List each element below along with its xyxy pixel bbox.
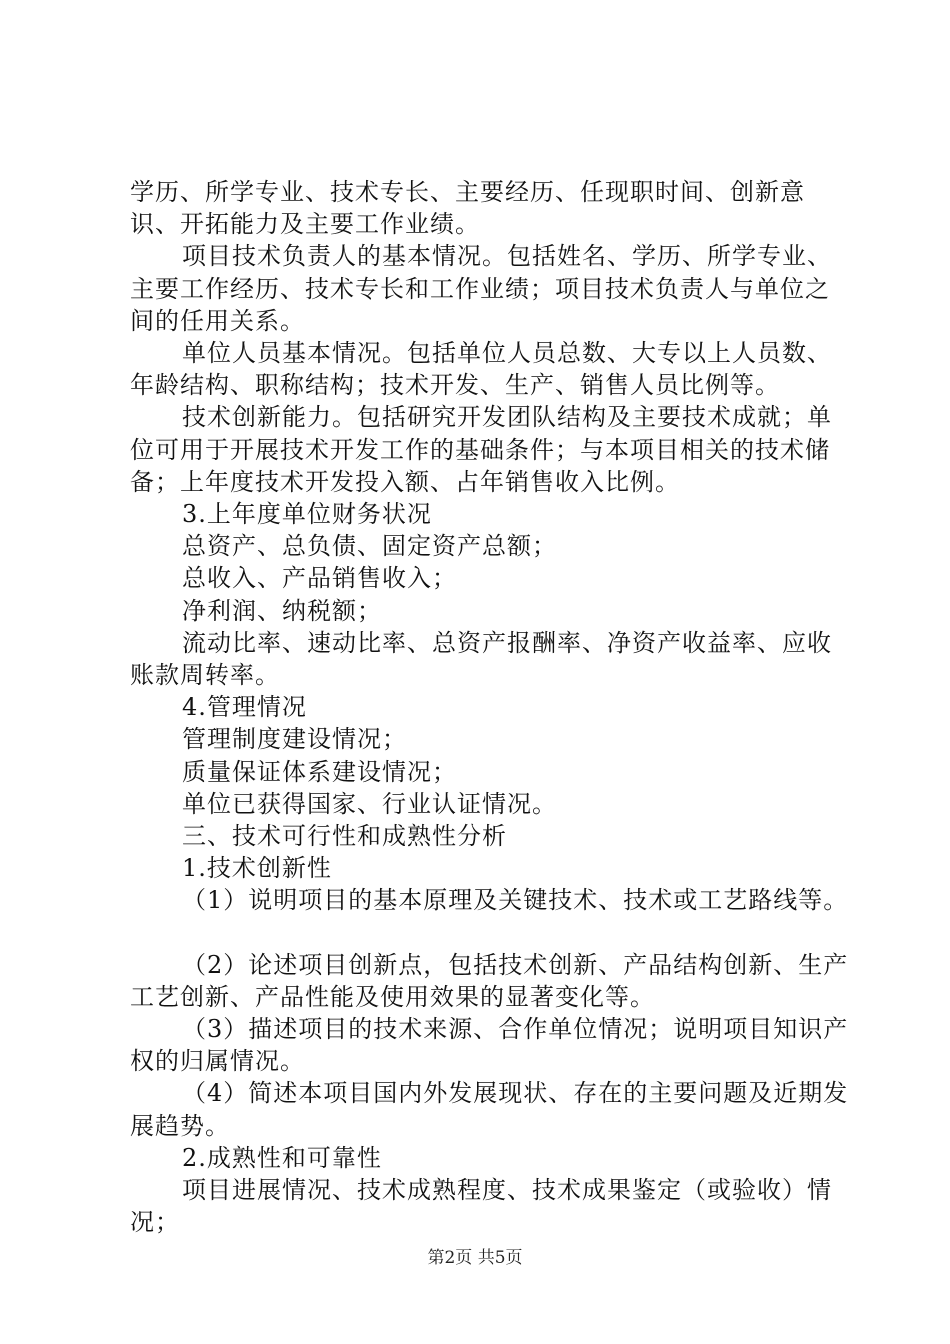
page-number-footer: 第2页 共5页 (427, 1248, 523, 1268)
heading-maturity: 2.成熟性和可靠性 (182, 1143, 382, 1172)
paragraph-tech-leader: 项目技术负责人的基本情况。包括姓名、学历、所学专业、主要工作经历、技术专长和工作业绩；项目技术负责人与单位之间的任用关系。 (130, 242, 832, 335)
paragraph-quality-system: 质量保证体系建设情况； (182, 757, 457, 786)
heading-section-three: 三、技术可行性和成熟性分析 (182, 822, 507, 851)
paragraph-ratios: 流动比率、速动比率、总资产报酬率、净资产收益率、应收账款周转率。 (130, 628, 832, 690)
paragraph-item-2: （2）论述项目创新点，包括技术创新、产品结构创新、生产工艺创新、产品性能及使用效果的显著变化等。 (130, 950, 849, 1011)
paragraph-item-4: （4）简述本项目国内外发展现状、存在的主要问题及近期发展趋势。 (130, 1079, 849, 1140)
heading-tech-innovation: 1.技术创新性 (182, 854, 332, 883)
paragraph-progress: 项目进展情况、技术成熟程度、技术成果鉴定（或验收）情况； (130, 1176, 832, 1237)
paragraph-item-1: （1）说明项目的基本原理及关键技术、技术或工艺路线等。 (182, 886, 849, 915)
document-body (130, 176, 850, 1239)
paragraph-innovation-ability: 技术创新能力。包括研究开发团队结构及主要技术成就；单位可用于开展技术开发工作的基础条件；与本项目相关的技术储备；上年度技术开发投入额、占年销售收入比例。 (130, 403, 832, 496)
paragraph-profit: 净利润、纳税额； (182, 596, 382, 625)
paragraph-management-system: 管理制度建设情况； (182, 725, 407, 754)
blank-line (130, 917, 850, 949)
paragraph-staff-info: 单位人员基本情况。包括单位人员总数、大专以上人员数、年龄结构、职称结构；技术开发、生产、销售人员比例等。 (130, 339, 832, 400)
paragraph-continuation: 学历、所学专业、技术专长、主要经历、任现职时间、创新意识、开拓能力及主要工作业绩。 (130, 178, 805, 239)
paragraph-revenue: 总收入、产品销售收入； (182, 564, 457, 593)
paragraph-assets: 总资产、总负债、固定资产总额； (182, 532, 557, 561)
paragraph-item-3: （3）描述项目的技术来源、合作单位情况；说明项目知识产权的归属情况。 (130, 1015, 849, 1076)
paragraph-certification: 单位已获得国家、行业认证情况。 (182, 789, 557, 818)
heading-financial-status: 3.上年度单位财务状况 (182, 500, 432, 529)
heading-management: 4.管理情况 (182, 693, 307, 722)
